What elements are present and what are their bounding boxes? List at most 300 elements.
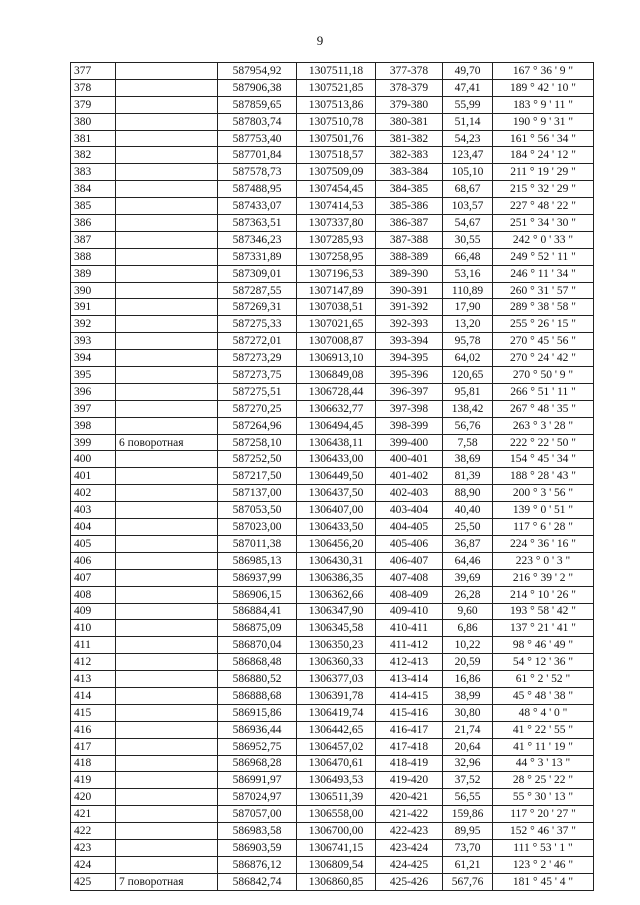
- direction-angle-cell: 44 ° 3 ' 13 ": [493, 755, 594, 772]
- direction-angle-cell: 224 ° 36 ' 16 ": [493, 535, 594, 552]
- point-number-cell: 406: [71, 552, 116, 569]
- table-row: [71, 586, 594, 603]
- y-coordinate-cell: 1306377,03: [297, 671, 376, 688]
- y-coordinate-cell: 1306494,45: [297, 417, 376, 434]
- x-coordinate-cell: 587137,00: [218, 485, 297, 502]
- segment-cell: 386-387: [376, 215, 443, 232]
- y-coordinate-cell: 1306442,65: [297, 721, 376, 738]
- point-label-cell: [116, 248, 218, 265]
- table-row: [71, 451, 594, 468]
- x-coordinate-cell: 587024,97: [218, 789, 297, 806]
- length-cell: 123,47: [443, 147, 493, 164]
- point-label-cell: [116, 586, 218, 603]
- point-number-cell: 404: [71, 519, 116, 536]
- point-number-cell: 386: [71, 215, 116, 232]
- segment-cell: 382-383: [376, 147, 443, 164]
- table-row: [71, 552, 594, 569]
- segment-cell: 420-421: [376, 789, 443, 806]
- x-coordinate-cell: 587023,00: [218, 519, 297, 536]
- length-cell: 138,42: [443, 400, 493, 417]
- x-coordinate-cell: 586875,09: [218, 620, 297, 637]
- point-number-cell: 409: [71, 603, 116, 620]
- point-number-cell: 395: [71, 367, 116, 384]
- segment-cell: 418-419: [376, 755, 443, 772]
- point-label-cell: [116, 282, 218, 299]
- direction-angle-cell: 161 ° 56 ' 34 ": [493, 130, 594, 147]
- segment-cell: 411-412: [376, 637, 443, 654]
- x-coordinate-cell: 587053,50: [218, 502, 297, 519]
- segment-cell: 377-378: [376, 63, 443, 80]
- direction-angle-cell: 223 ° 0 ' 3 ": [493, 552, 594, 569]
- direction-angle-cell: 184 ° 24 ' 12 ": [493, 147, 594, 164]
- x-coordinate-cell: 586868,48: [218, 654, 297, 671]
- x-coordinate-cell: 587270,25: [218, 400, 297, 417]
- length-cell: 26,28: [443, 586, 493, 603]
- y-coordinate-cell: 1307196,53: [297, 265, 376, 282]
- direction-angle-cell: 61 ° 2 ' 52 ": [493, 671, 594, 688]
- direction-angle-cell: 48 ° 4 ' 0 ": [493, 704, 594, 721]
- x-coordinate-cell: 586888,68: [218, 687, 297, 704]
- segment-cell: 392-393: [376, 316, 443, 333]
- direction-angle-cell: 190 ° 9 ' 31 ": [493, 113, 594, 130]
- table-row: [71, 400, 594, 417]
- table-row: [71, 721, 594, 738]
- y-coordinate-cell: 1306700,00: [297, 823, 376, 840]
- x-coordinate-cell: 587906,38: [218, 79, 297, 96]
- segment-cell: 380-381: [376, 113, 443, 130]
- length-cell: 81,39: [443, 468, 493, 485]
- length-cell: 89,95: [443, 823, 493, 840]
- direction-angle-cell: 41 ° 11 ' 19 ": [493, 738, 594, 755]
- x-coordinate-cell: 587701,84: [218, 147, 297, 164]
- table-row: [71, 265, 594, 282]
- length-cell: 37,52: [443, 772, 493, 789]
- y-coordinate-cell: 1306449,50: [297, 468, 376, 485]
- point-label-cell: [116, 130, 218, 147]
- point-label-cell: 6 поворотная: [116, 434, 218, 451]
- table-row: [71, 63, 594, 80]
- segment-cell: 416-417: [376, 721, 443, 738]
- table-row: [71, 434, 594, 451]
- segment-cell: 404-405: [376, 519, 443, 536]
- table-row: [71, 198, 594, 215]
- table-row: [71, 79, 594, 96]
- segment-cell: 390-391: [376, 282, 443, 299]
- point-number-cell: 399: [71, 434, 116, 451]
- segment-cell: 421-422: [376, 806, 443, 823]
- y-coordinate-cell: 1307147,89: [297, 282, 376, 299]
- point-label-cell: [116, 181, 218, 198]
- direction-angle-cell: 200 ° 3 ' 56 ": [493, 485, 594, 502]
- point-number-cell: 394: [71, 350, 116, 367]
- x-coordinate-cell: 587252,50: [218, 451, 297, 468]
- coordinates-table-body: [71, 63, 594, 891]
- table-row: [71, 231, 594, 248]
- x-coordinate-cell: 587803,74: [218, 113, 297, 130]
- table-row: [71, 468, 594, 485]
- table-row: [71, 383, 594, 400]
- direction-angle-cell: 181 ° 45 ' 4 ": [493, 873, 594, 890]
- table-row: [71, 806, 594, 823]
- point-label-cell: [116, 383, 218, 400]
- x-coordinate-cell: 587264,96: [218, 417, 297, 434]
- length-cell: 53,16: [443, 265, 493, 282]
- x-coordinate-cell: 587331,89: [218, 248, 297, 265]
- y-coordinate-cell: 1306360,33: [297, 654, 376, 671]
- direction-angle-cell: 111 ° 53 ' 1 ": [493, 839, 594, 856]
- direction-angle-cell: 249 ° 52 ' 11 ": [493, 248, 594, 265]
- direction-angle-cell: 246 ° 11 ' 34 ": [493, 265, 594, 282]
- point-number-cell: 390: [71, 282, 116, 299]
- x-coordinate-cell: 587273,75: [218, 367, 297, 384]
- direction-angle-cell: 45 ° 48 ' 38 ": [493, 687, 594, 704]
- x-coordinate-cell: 587269,31: [218, 299, 297, 316]
- point-number-cell: 393: [71, 333, 116, 350]
- table-row: [71, 215, 594, 232]
- y-coordinate-cell: 1307285,93: [297, 231, 376, 248]
- length-cell: 10,22: [443, 637, 493, 654]
- point-number-cell: 396: [71, 383, 116, 400]
- x-coordinate-cell: 586870,04: [218, 637, 297, 654]
- x-coordinate-cell: 586906,15: [218, 586, 297, 603]
- direction-angle-cell: 117 ° 20 ' 27 ": [493, 806, 594, 823]
- point-number-cell: 389: [71, 265, 116, 282]
- y-coordinate-cell: 1306849,08: [297, 367, 376, 384]
- direction-angle-cell: 242 ° 0 ' 33 ": [493, 231, 594, 248]
- length-cell: 25,50: [443, 519, 493, 536]
- x-coordinate-cell: 586915,86: [218, 704, 297, 721]
- point-label-cell: [116, 468, 218, 485]
- table-row: [71, 333, 594, 350]
- point-label-cell: [116, 671, 218, 688]
- y-coordinate-cell: 1307521,85: [297, 79, 376, 96]
- direction-angle-cell: 183 ° 9 ' 11 ": [493, 96, 594, 113]
- point-number-cell: 417: [71, 738, 116, 755]
- y-coordinate-cell: 1306457,02: [297, 738, 376, 755]
- table-row: [71, 738, 594, 755]
- y-coordinate-cell: 1306511,39: [297, 789, 376, 806]
- x-coordinate-cell: 587258,10: [218, 434, 297, 451]
- segment-cell: 405-406: [376, 535, 443, 552]
- direction-angle-cell: 55 ° 30 ' 13 ": [493, 789, 594, 806]
- table-row: [71, 299, 594, 316]
- table-row: [71, 823, 594, 840]
- segment-cell: 400-401: [376, 451, 443, 468]
- point-label-cell: [116, 299, 218, 316]
- direction-angle-cell: 137 ° 21 ' 41 ": [493, 620, 594, 637]
- direction-angle-cell: 266 ° 51 ' 11 ": [493, 383, 594, 400]
- x-coordinate-cell: 586983,58: [218, 823, 297, 840]
- point-label-cell: [116, 637, 218, 654]
- x-coordinate-cell: 587057,00: [218, 806, 297, 823]
- point-number-cell: 385: [71, 198, 116, 215]
- length-cell: 66,48: [443, 248, 493, 265]
- x-coordinate-cell: 587011,38: [218, 535, 297, 552]
- table-row: [71, 603, 594, 620]
- page-number: 9: [316, 33, 324, 48]
- table-row: [71, 789, 594, 806]
- point-label-cell: [116, 654, 218, 671]
- point-number-cell: 384: [71, 181, 116, 198]
- point-label-cell: [116, 789, 218, 806]
- length-cell: 55,99: [443, 96, 493, 113]
- table-row: [71, 282, 594, 299]
- direction-angle-cell: 255 ° 26 ' 15 ": [493, 316, 594, 333]
- segment-cell: 388-389: [376, 248, 443, 265]
- point-label-cell: [116, 603, 218, 620]
- y-coordinate-cell: 1306433,00: [297, 451, 376, 468]
- point-number-cell: 387: [71, 231, 116, 248]
- point-label-cell: [116, 350, 218, 367]
- segment-cell: 413-414: [376, 671, 443, 688]
- x-coordinate-cell: 587309,01: [218, 265, 297, 282]
- x-coordinate-cell: 587363,51: [218, 215, 297, 232]
- y-coordinate-cell: 1306809,54: [297, 856, 376, 873]
- y-coordinate-cell: 1307008,87: [297, 333, 376, 350]
- x-coordinate-cell: 587753,40: [218, 130, 297, 147]
- x-coordinate-cell: 586968,28: [218, 755, 297, 772]
- point-label-cell: [116, 502, 218, 519]
- direction-angle-cell: 41 ° 22 ' 55 ": [493, 721, 594, 738]
- direction-angle-cell: 215 ° 32 ' 29 ": [493, 181, 594, 198]
- y-coordinate-cell: 1306558,00: [297, 806, 376, 823]
- segment-cell: 417-418: [376, 738, 443, 755]
- segment-cell: 409-410: [376, 603, 443, 620]
- table-row: [71, 687, 594, 704]
- length-cell: 9,60: [443, 603, 493, 620]
- table-row: [71, 96, 594, 113]
- length-cell: 120,65: [443, 367, 493, 384]
- table-row: [71, 181, 594, 198]
- point-number-cell: 380: [71, 113, 116, 130]
- point-label-cell: [116, 198, 218, 215]
- point-label-cell: [116, 687, 218, 704]
- direction-angle-cell: 214 ° 10 ' 26 ": [493, 586, 594, 603]
- direction-angle-cell: 270 ° 45 ' 56 ": [493, 333, 594, 350]
- length-cell: 16,86: [443, 671, 493, 688]
- length-cell: 13,20: [443, 316, 493, 333]
- point-number-cell: 379: [71, 96, 116, 113]
- direction-angle-cell: 263 ° 3 ' 28 ": [493, 417, 594, 434]
- direction-angle-cell: 227 ° 48 ' 22 ": [493, 198, 594, 215]
- point-number-cell: 405: [71, 535, 116, 552]
- point-number-cell: 398: [71, 417, 116, 434]
- point-number-cell: 403: [71, 502, 116, 519]
- table-row: [71, 772, 594, 789]
- direction-angle-cell: 98 ° 46 ' 49 ": [493, 637, 594, 654]
- length-cell: 64,02: [443, 350, 493, 367]
- point-label-cell: 7 поворотная: [116, 873, 218, 890]
- y-coordinate-cell: 1306437,50: [297, 485, 376, 502]
- y-coordinate-cell: 1306433,50: [297, 519, 376, 536]
- point-label-cell: [116, 856, 218, 873]
- length-cell: 54,67: [443, 215, 493, 232]
- y-coordinate-cell: 1306470,61: [297, 755, 376, 772]
- point-label-cell: [116, 215, 218, 232]
- y-coordinate-cell: 1306913,10: [297, 350, 376, 367]
- table-row: [71, 367, 594, 384]
- table-row: [71, 130, 594, 147]
- y-coordinate-cell: 1306860,85: [297, 873, 376, 890]
- length-cell: 103,57: [443, 198, 493, 215]
- x-coordinate-cell: 587275,51: [218, 383, 297, 400]
- x-coordinate-cell: 587433,07: [218, 198, 297, 215]
- length-cell: 105,10: [443, 164, 493, 181]
- segment-cell: 403-404: [376, 502, 443, 519]
- y-coordinate-cell: 1306493,53: [297, 772, 376, 789]
- direction-angle-cell: 193 ° 58 ' 42 ": [493, 603, 594, 620]
- direction-angle-cell: 267 ° 48 ' 35 ": [493, 400, 594, 417]
- segment-cell: 378-379: [376, 79, 443, 96]
- y-coordinate-cell: 1307501,76: [297, 130, 376, 147]
- length-cell: 49,70: [443, 63, 493, 80]
- segment-cell: 387-388: [376, 231, 443, 248]
- x-coordinate-cell: 587859,65: [218, 96, 297, 113]
- direction-angle-cell: 139 ° 0 ' 51 ": [493, 502, 594, 519]
- length-cell: 32,96: [443, 755, 493, 772]
- segment-cell: 425-426: [376, 873, 443, 890]
- x-coordinate-cell: 586985,13: [218, 552, 297, 569]
- point-number-cell: 402: [71, 485, 116, 502]
- y-coordinate-cell: 1306350,23: [297, 637, 376, 654]
- y-coordinate-cell: 1307513,86: [297, 96, 376, 113]
- x-coordinate-cell: 586880,52: [218, 671, 297, 688]
- point-label-cell: [116, 839, 218, 856]
- table-row: [71, 113, 594, 130]
- point-label-cell: [116, 164, 218, 181]
- length-cell: 110,89: [443, 282, 493, 299]
- point-number-cell: 423: [71, 839, 116, 856]
- segment-cell: 414-415: [376, 687, 443, 704]
- point-number-cell: 421: [71, 806, 116, 823]
- point-number-cell: 425: [71, 873, 116, 890]
- y-coordinate-cell: 1307414,53: [297, 198, 376, 215]
- y-coordinate-cell: 1306438,11: [297, 434, 376, 451]
- y-coordinate-cell: 1306632,77: [297, 400, 376, 417]
- direction-angle-cell: 270 ° 50 ' 9 ": [493, 367, 594, 384]
- direction-angle-cell: 123 ° 2 ' 46 ": [493, 856, 594, 873]
- x-coordinate-cell: 586876,12: [218, 856, 297, 873]
- point-number-cell: 419: [71, 772, 116, 789]
- segment-cell: 402-403: [376, 485, 443, 502]
- segment-cell: 394-395: [376, 350, 443, 367]
- length-cell: 6,86: [443, 620, 493, 637]
- point-number-cell: 381: [71, 130, 116, 147]
- segment-cell: 407-408: [376, 569, 443, 586]
- table-row: [71, 147, 594, 164]
- table-row: [71, 654, 594, 671]
- point-number-cell: 415: [71, 704, 116, 721]
- point-number-cell: 392: [71, 316, 116, 333]
- segment-cell: 401-402: [376, 468, 443, 485]
- point-number-cell: 397: [71, 400, 116, 417]
- length-cell: 30,55: [443, 231, 493, 248]
- point-number-cell: 378: [71, 79, 116, 96]
- length-cell: 51,14: [443, 113, 493, 130]
- point-label-cell: [116, 147, 218, 164]
- x-coordinate-cell: 587954,92: [218, 63, 297, 80]
- segment-cell: 396-397: [376, 383, 443, 400]
- direction-angle-cell: 188 ° 28 ' 43 ": [493, 468, 594, 485]
- table-row: [71, 873, 594, 890]
- y-coordinate-cell: 1306430,31: [297, 552, 376, 569]
- x-coordinate-cell: 586937,99: [218, 569, 297, 586]
- point-number-cell: 391: [71, 299, 116, 316]
- point-number-cell: 418: [71, 755, 116, 772]
- segment-cell: 419-420: [376, 772, 443, 789]
- point-label-cell: [116, 400, 218, 417]
- length-cell: 567,76: [443, 873, 493, 890]
- x-coordinate-cell: 586884,41: [218, 603, 297, 620]
- segment-cell: 422-423: [376, 823, 443, 840]
- table-row: [71, 316, 594, 333]
- y-coordinate-cell: 1306741,15: [297, 839, 376, 856]
- point-number-cell: 383: [71, 164, 116, 181]
- length-cell: 36,87: [443, 535, 493, 552]
- length-cell: 38,99: [443, 687, 493, 704]
- table-row: [71, 248, 594, 265]
- direction-angle-cell: 289 ° 38 ' 58 ": [493, 299, 594, 316]
- table-row: [71, 519, 594, 536]
- length-cell: 20,64: [443, 738, 493, 755]
- table-row: [71, 164, 594, 181]
- direction-angle-cell: 152 ° 46 ' 37 ": [493, 823, 594, 840]
- point-number-cell: 377: [71, 63, 116, 80]
- table-row: [71, 839, 594, 856]
- point-number-cell: 400: [71, 451, 116, 468]
- y-coordinate-cell: 1306407,00: [297, 502, 376, 519]
- point-number-cell: 388: [71, 248, 116, 265]
- point-number-cell: 413: [71, 671, 116, 688]
- segment-cell: 410-411: [376, 620, 443, 637]
- table-row: [71, 704, 594, 721]
- point-label-cell: [116, 113, 218, 130]
- table-row: [71, 637, 594, 654]
- point-label-cell: [116, 755, 218, 772]
- point-number-cell: 416: [71, 721, 116, 738]
- table-row: [71, 856, 594, 873]
- length-cell: 56,55: [443, 789, 493, 806]
- segment-cell: 424-425: [376, 856, 443, 873]
- segment-cell: 389-390: [376, 265, 443, 282]
- table-row: [71, 502, 594, 519]
- point-number-cell: 411: [71, 637, 116, 654]
- direction-angle-cell: 260 ° 31 ' 57 ": [493, 282, 594, 299]
- length-cell: 95,78: [443, 333, 493, 350]
- segment-cell: 399-400: [376, 434, 443, 451]
- length-cell: 17,90: [443, 299, 493, 316]
- segment-cell: 397-398: [376, 400, 443, 417]
- length-cell: 68,67: [443, 181, 493, 198]
- point-label-cell: [116, 96, 218, 113]
- segment-cell: 385-386: [376, 198, 443, 215]
- x-coordinate-cell: 587273,29: [218, 350, 297, 367]
- length-cell: 54,23: [443, 130, 493, 147]
- y-coordinate-cell: 1306419,74: [297, 704, 376, 721]
- segment-cell: 412-413: [376, 654, 443, 671]
- direction-angle-cell: 189 ° 42 ' 10 ": [493, 79, 594, 96]
- y-coordinate-cell: 1306728,44: [297, 383, 376, 400]
- segment-cell: 408-409: [376, 586, 443, 603]
- segment-cell: 423-424: [376, 839, 443, 856]
- y-coordinate-cell: 1307509,09: [297, 164, 376, 181]
- y-coordinate-cell: 1307510,78: [297, 113, 376, 130]
- point-number-cell: 382: [71, 147, 116, 164]
- y-coordinate-cell: 1307038,51: [297, 299, 376, 316]
- point-label-cell: [116, 552, 218, 569]
- coordinates-table: [70, 62, 594, 891]
- direction-angle-cell: 211 ° 19 ' 29 ": [493, 164, 594, 181]
